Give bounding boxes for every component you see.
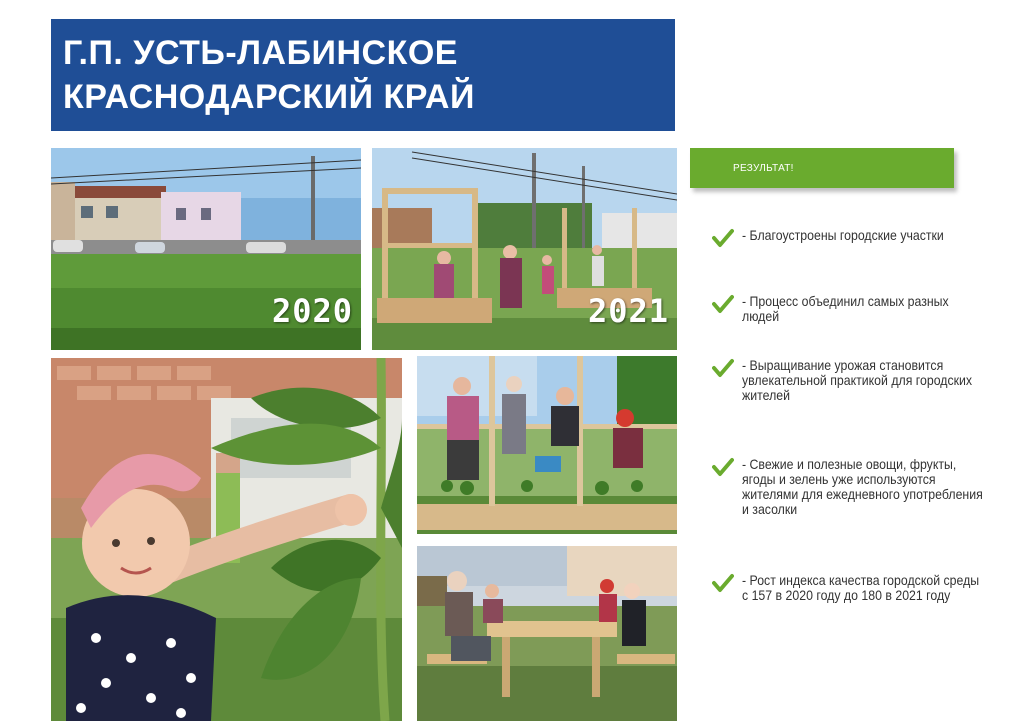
check-icon — [712, 294, 734, 314]
photo-garden-beds — [417, 356, 677, 534]
result-item-text: - Благоустроены городские участки — [742, 227, 944, 243]
year-label-2021: 2021 — [587, 292, 669, 330]
result-item-text: - Выращивание урожая становится увлекательной практикой для городских жителей — [742, 357, 973, 403]
photo-girl-sunflower — [51, 358, 402, 721]
check-icon — [712, 358, 734, 378]
result-item-text: - Свежие и полезные овощи, фрукты, ягоды и зелень уже используются жителями для ежедневного употребления и засолки — [742, 456, 983, 517]
result-badge-label: РЕЗУЛЬТАТ! — [733, 163, 794, 174]
check-icon — [712, 228, 734, 248]
result-badge — [690, 148, 954, 188]
title-banner — [51, 19, 675, 131]
result-item-text: - Процесс объединил самых разных людей — [742, 293, 949, 324]
result-item-text: - Рост индекса качества городской среды с 157 в 2020 году до 180 в 2021 году — [742, 572, 980, 603]
year-label-2020: 2020 — [271, 292, 353, 330]
photo-after-2021 — [372, 148, 677, 350]
title-line-2: КРАСНОДАРСКИЙ КРАЙ — [63, 78, 475, 116]
photo-before-2020 — [51, 148, 361, 350]
check-icon — [712, 573, 734, 593]
check-icon — [712, 457, 734, 477]
photo-picnic-table — [417, 546, 677, 721]
title-line-1: Г.П. УСТЬ-ЛАБИНСКОЕ — [63, 34, 458, 72]
